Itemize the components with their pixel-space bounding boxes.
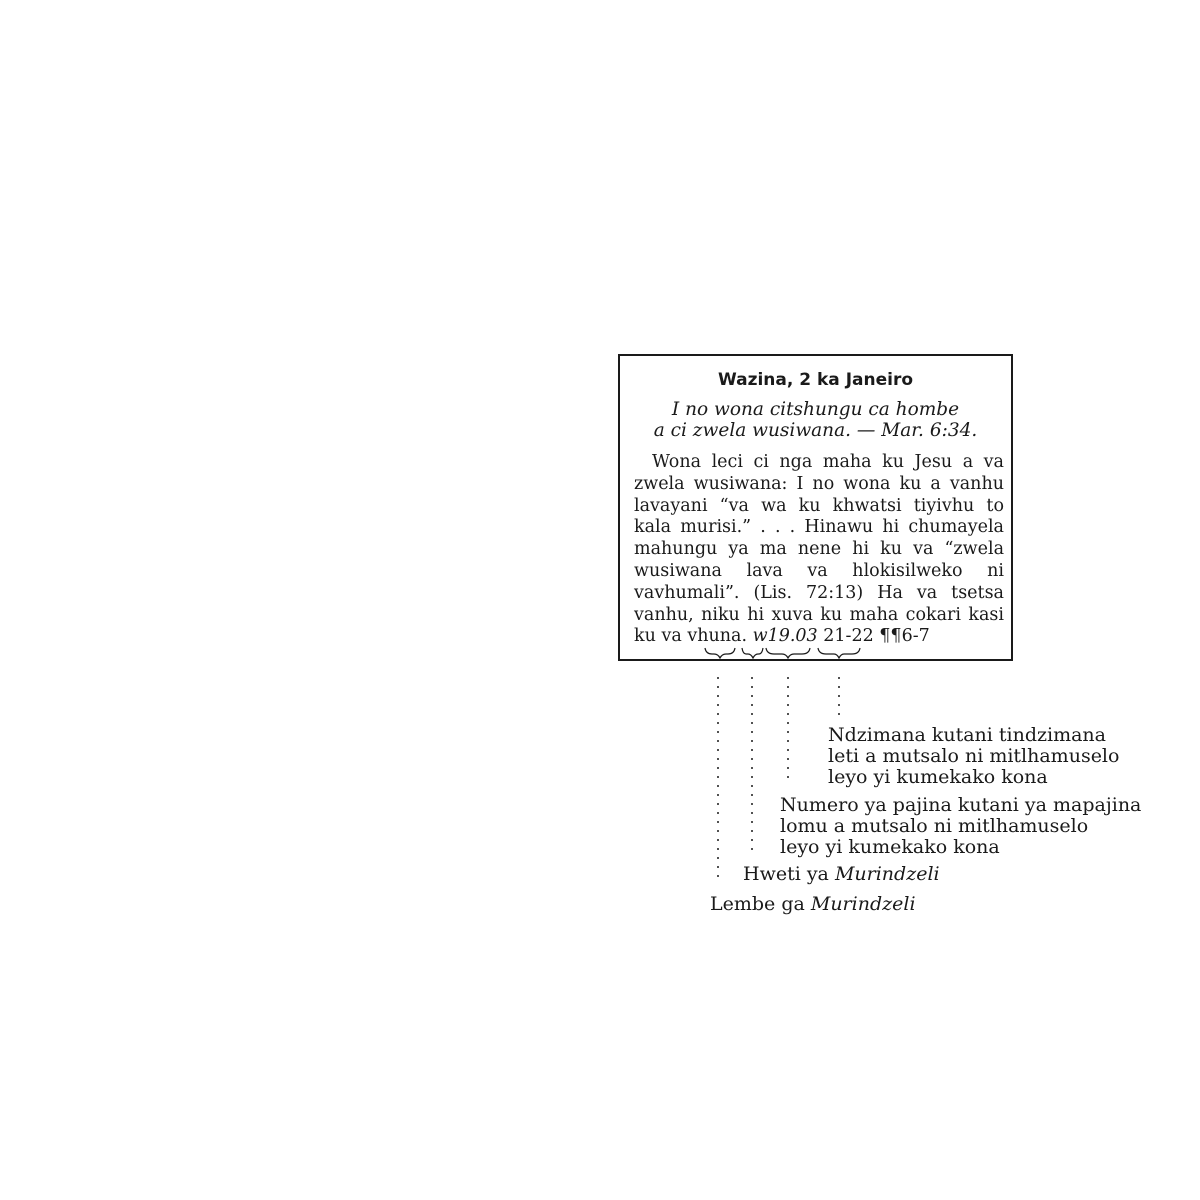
card-body-text — [634, 452, 1004, 648]
card-theme-verse — [620, 399, 1011, 441]
label-issue-prefix: Hweti ya — [743, 863, 835, 885]
label-pages — [780, 795, 1141, 858]
daily-text-card — [618, 354, 1013, 661]
label-issue — [743, 864, 940, 885]
ref-issue: .03 — [789, 626, 818, 647]
verse-line-2: a ci zwela wusiwana. — Mar. 6:34. — [653, 420, 978, 441]
label-year — [710, 894, 916, 915]
card-date-title: Wazina, 2 ka Janeiro — [717, 370, 914, 390]
label-issue-magazine-name: Murindzeli — [834, 863, 940, 885]
label-year-magazine-name: Murindzeli — [810, 893, 916, 915]
label-paragraphs-line-3: leyo yi kumekako kona — [828, 766, 1048, 788]
body-paragraph: Wona leci ci nga maha ku Jesu a va zwela wusiwana: I no wona ku a vanhu lavayani “va wa ku khwatsi tiyivhu to kala murisi.” . . . Hinawu hi chumayela mahungu ya ma nene hi ku va “zwela wusiwana lava va hlokisilweko ni vavhumali”. (Lis. 72:13) Ha va tsetsa vanhu, niku hi xuva ku maha cokari kasi ku va vhuna. — [634, 452, 1004, 647]
label-pages-line-2: lomu a mutsalo ni mitlhamuselo — [780, 815, 1089, 837]
label-pages-line-1: Numero ya pajina kutani ya mapajina — [780, 794, 1142, 816]
label-year-prefix: Lembe ga — [710, 893, 811, 915]
ref-pages: 21-22 — [823, 626, 874, 647]
label-paragraphs-line-2: leti a mutsalo ni mitlhamuselo — [828, 745, 1120, 767]
ref-magazine: w19 — [752, 626, 790, 647]
ref-paragraphs: ¶¶6-7 — [879, 626, 930, 647]
label-paragraphs — [828, 725, 1119, 788]
label-paragraphs-line-1: Ndzimana kutani tindzimana — [828, 724, 1106, 746]
label-pages-line-3: leyo yi kumekako kona — [780, 836, 1000, 858]
verse-line-1: I no wona citshungu ca hombe — [671, 399, 960, 420]
